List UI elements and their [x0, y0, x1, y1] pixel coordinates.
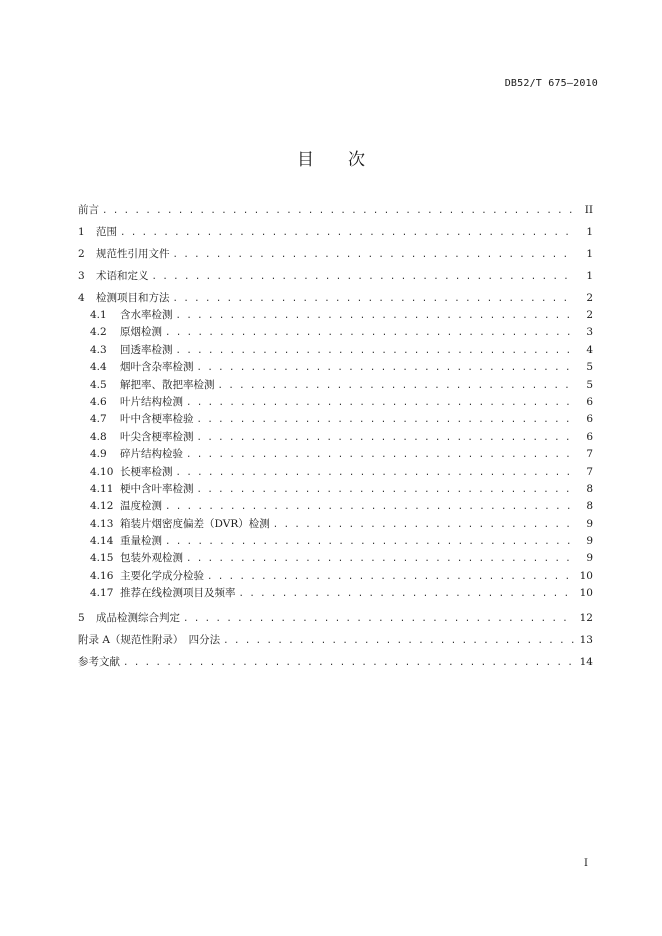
- toc-leader-dots: [176, 343, 576, 360]
- toc-entry: [78, 287, 593, 309]
- toc-entry-number: 4.2: [90, 326, 107, 339]
- toc-entry: [78, 607, 593, 629]
- toc-entry-number: 4.12: [90, 500, 114, 513]
- toc-leader-dots: [197, 482, 576, 499]
- toc-entry-label: 回透率检测: [120, 343, 173, 356]
- toc-entry-number: 4.4: [90, 361, 107, 374]
- toc-entry-label: 推荐在线检测项目及频率: [120, 587, 236, 600]
- toc-leader-dots: [207, 569, 575, 586]
- toc-entry-label: 术语和定义: [96, 270, 149, 282]
- toc-leader-dots: [176, 308, 576, 325]
- toc-entry-label: 叶片结构检测: [120, 395, 183, 408]
- toc-entry-label: 箱装片烟密度偏差（DVR）检测: [120, 517, 270, 530]
- toc-entry: [78, 377, 593, 394]
- toc-entry-number: 3: [78, 270, 85, 282]
- toc-entry-number: 4.11: [90, 482, 114, 495]
- toc-entry-page: 12: [579, 611, 593, 624]
- toc-entry: [78, 265, 593, 287]
- toc-entry-number: 4.10: [90, 465, 114, 478]
- toc-entry-number: 4.14: [90, 535, 114, 548]
- toc-entry-label: 规范性引用文件: [96, 248, 170, 260]
- toc-entry: [78, 342, 593, 359]
- toc-entry-page: 3: [586, 326, 593, 339]
- footer-page-number: I: [584, 858, 588, 869]
- toc-entry-page: 10: [579, 569, 593, 582]
- toc-leader-dots: [223, 630, 575, 652]
- toc-entry: [78, 498, 593, 515]
- toc-entry-label: 叶中含梗率检验: [120, 413, 194, 426]
- toc-entry-page: 7: [586, 465, 593, 478]
- toc-entry: [78, 324, 593, 341]
- toc-leader-dots: [197, 412, 576, 429]
- toc-entry-label: 前言: [78, 204, 99, 216]
- toc-entry-label: 重量检测: [120, 535, 162, 548]
- toc-entry-page: II: [584, 204, 593, 216]
- toc-entry: [78, 585, 593, 602]
- toc-entry-page: 5: [586, 378, 593, 391]
- toc-entry: [78, 629, 593, 651]
- toc-entry-number: 2: [78, 248, 85, 260]
- toc-entry-label: 温度检测: [120, 500, 162, 513]
- toc-entry-page: 7: [586, 448, 593, 461]
- toc-entry-page: 6: [586, 395, 593, 408]
- toc-entry-number: 4: [78, 292, 85, 304]
- page-title: 目次: [297, 150, 399, 170]
- toc-entry: [78, 550, 593, 567]
- toc-entry-label: 原烟检测: [120, 326, 162, 339]
- toc-entry-label: 参考文献: [78, 655, 120, 668]
- toc-leader-dots: [165, 534, 575, 551]
- toc-leader-dots: [176, 465, 576, 482]
- toc-entry-page: 5: [586, 361, 593, 374]
- toc-entry-label: 解把率、散把率检测: [120, 378, 215, 391]
- toc-entry-page: 9: [586, 552, 593, 565]
- toc-entry-label: 叶尖含梗率检测: [120, 430, 194, 443]
- toc-leader-dots: [123, 652, 575, 674]
- toc-entry-number: 4.15: [90, 552, 114, 565]
- toc-entry-number: 4.1: [90, 309, 107, 321]
- toc-entry-page: 9: [586, 535, 593, 548]
- toc-entry-label: 附录 A（规范性附录） 四分法: [78, 633, 221, 646]
- toc-leader-dots: [218, 378, 576, 395]
- toc-entry: [78, 481, 593, 498]
- toc-entry-page: 10: [579, 587, 593, 600]
- toc-entry-number: 4.16: [90, 569, 114, 582]
- toc-entry-page: 13: [579, 633, 593, 646]
- toc-leader-dots: [165, 325, 575, 342]
- toc-entry-page: 1: [586, 270, 593, 282]
- toc-entry-label: 主要化学成分检验: [120, 569, 204, 582]
- toc-leader-dots: [186, 395, 575, 412]
- toc-entry-page: 6: [586, 430, 593, 443]
- toc-entry-label: 范围: [96, 226, 117, 238]
- toc-entry: [78, 243, 593, 265]
- toc-leader-dots: [197, 360, 576, 377]
- toc-entry-number: 4.6: [90, 395, 107, 408]
- toc-entry: [78, 568, 593, 585]
- toc-entry: [78, 221, 593, 243]
- toc-leader-dots: [183, 608, 575, 630]
- toc-entry-label: 碎片结构检验: [120, 448, 183, 461]
- toc-entry: [78, 464, 593, 481]
- toc-entry-number: 1: [78, 226, 85, 238]
- toc-leader-dots: [186, 551, 575, 568]
- toc-entry: [78, 394, 593, 411]
- toc-entry-page: 6: [586, 413, 593, 426]
- document-id: DB52/T 675—2010: [504, 78, 598, 89]
- toc-leader-dots: [165, 499, 575, 516]
- toc-entry-page: 2: [586, 292, 593, 304]
- toc-entry-label: 长梗率检测: [120, 465, 173, 478]
- toc-leader-dots: [186, 447, 575, 464]
- toc-leader-dots: [197, 430, 576, 447]
- toc-entry-number: 4.8: [90, 430, 107, 443]
- toc-entry: [78, 359, 593, 376]
- toc-entry-number: 4.5: [90, 378, 107, 391]
- toc-leader-dots: [173, 244, 576, 266]
- toc-entry-number: 5: [78, 611, 85, 624]
- toc-entry: [78, 516, 593, 533]
- toc-entry-page: 1: [586, 226, 593, 238]
- toc-entry: [78, 651, 593, 673]
- toc-entry-page: 1: [586, 248, 593, 260]
- toc-entry-label: 包装外观检测: [120, 552, 183, 565]
- toc-leader-dots: [102, 200, 575, 222]
- toc-entry: [78, 446, 593, 463]
- toc-entry-number: 4.7: [90, 413, 107, 426]
- table-of-contents: [78, 199, 593, 673]
- toc-entry-page: 2: [586, 309, 593, 321]
- toc-entry-page: 4: [586, 343, 593, 356]
- toc-leader-dots: [273, 517, 575, 534]
- toc-entry-number: 4.17: [90, 587, 114, 600]
- toc-entry-label: 检测项目和方法: [96, 292, 170, 304]
- toc-entry: [78, 307, 593, 324]
- toc-leader-dots: [239, 586, 576, 603]
- toc-entry: [78, 533, 593, 550]
- toc-entry-number: 4.13: [90, 517, 114, 530]
- toc-entry-label: 梗中含叶率检测: [120, 482, 194, 495]
- toc-leader-dots: [120, 222, 575, 244]
- toc-entry-label: 烟叶含杂率检测: [120, 361, 194, 374]
- toc-entry-page: 8: [586, 500, 593, 513]
- toc-entry: [78, 429, 593, 446]
- toc-entry: [78, 199, 593, 221]
- toc-entry-page: 9: [586, 517, 593, 530]
- toc-entry-label: 成品检测综合判定: [96, 611, 180, 624]
- toc-entry-label: 含水率检测: [120, 309, 173, 321]
- toc-entry-number: 4.9: [90, 448, 107, 461]
- toc-leader-dots: [152, 266, 576, 288]
- toc-entry-page: 8: [586, 482, 593, 495]
- toc-leader-dots: [173, 288, 576, 310]
- toc-entry: [78, 411, 593, 428]
- toc-entry-page: 14: [579, 655, 593, 668]
- toc-entry-number: 4.3: [90, 343, 107, 356]
